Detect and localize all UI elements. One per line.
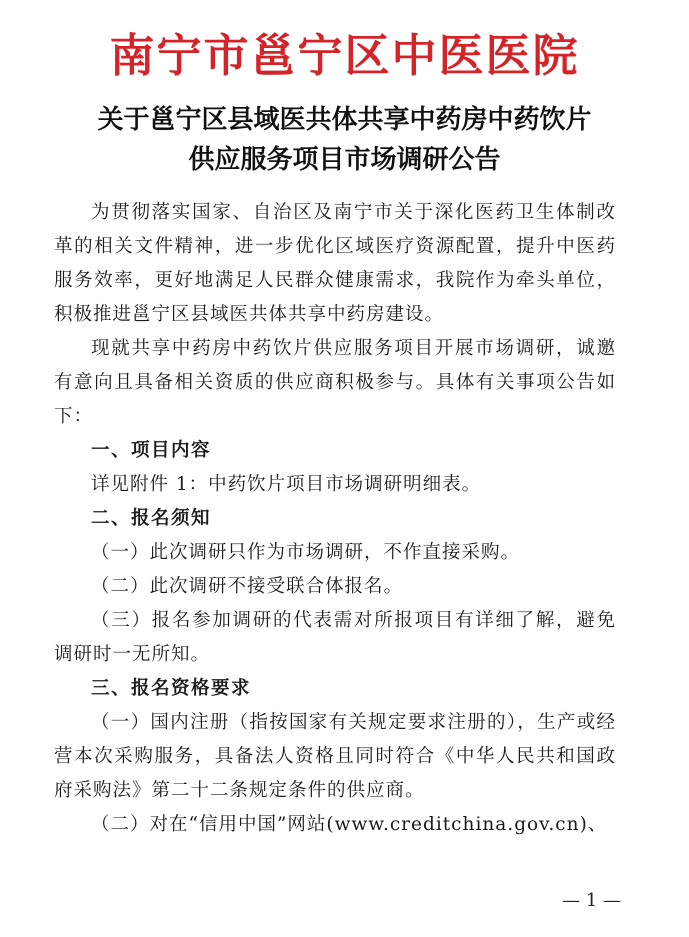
- section-text-project: 详见附件 1：中药饮片项目市场调研明细表。: [91, 474, 482, 495]
- document-title: [40, 100, 649, 180]
- document-body: [54, 196, 616, 842]
- section-heading-notice: 二、报名须知: [91, 508, 212, 529]
- paragraph-intro: 为贯彻落实国家、自治区及南宁市关于深化医药卫生体制改革的相关文件精神，进一步优化区域医疗资源配置，提升中医药服务效率，更好地满足人民群众健康需求，我院作为牵头单位，积极推进邕宁区县域医共体共享中药房建设。: [54, 202, 616, 325]
- notice-item-2: （二）此次调研不接受联合体报名。: [91, 576, 404, 597]
- org-header: 南宁市邕宁区中医医院: [109, 29, 580, 82]
- title-line-2: 供应服务项目市场调研公告: [188, 145, 501, 175]
- title-line-1: 关于邕宁区县域医共体共享中药房中药饮片: [97, 105, 592, 135]
- section-heading-project: 一、项目内容: [91, 440, 212, 461]
- notice-item-1: （一）此次调研只作为市场调研，不作直接采购。: [91, 542, 521, 563]
- qualification-item-1: （一）国内注册（指按国家有关规定要求注册的），生产或经营本次采购服务，具备法人资格且同时符合《中华人民共和国政府采购法》第二十二条规定条件的供应商。: [54, 712, 616, 801]
- paragraph-invitation: 现就共享中药房中药饮片供应服务项目开展市场调研，诚邀有意向且具备相关资质的供应商积极参与。具体有关事项公告如下：: [54, 338, 616, 427]
- qualification-item-2: （二）对在“信用中国”网站(www.creditchina.gov.cn)、: [91, 814, 608, 835]
- notice-item-3: （三）报名参加调研的代表需对所报项目有详细了解，避免调研时一无所知。: [54, 610, 616, 665]
- page-number: — 1 —: [562, 890, 621, 911]
- section-heading-qualification: 三、报名资格要求: [91, 678, 252, 699]
